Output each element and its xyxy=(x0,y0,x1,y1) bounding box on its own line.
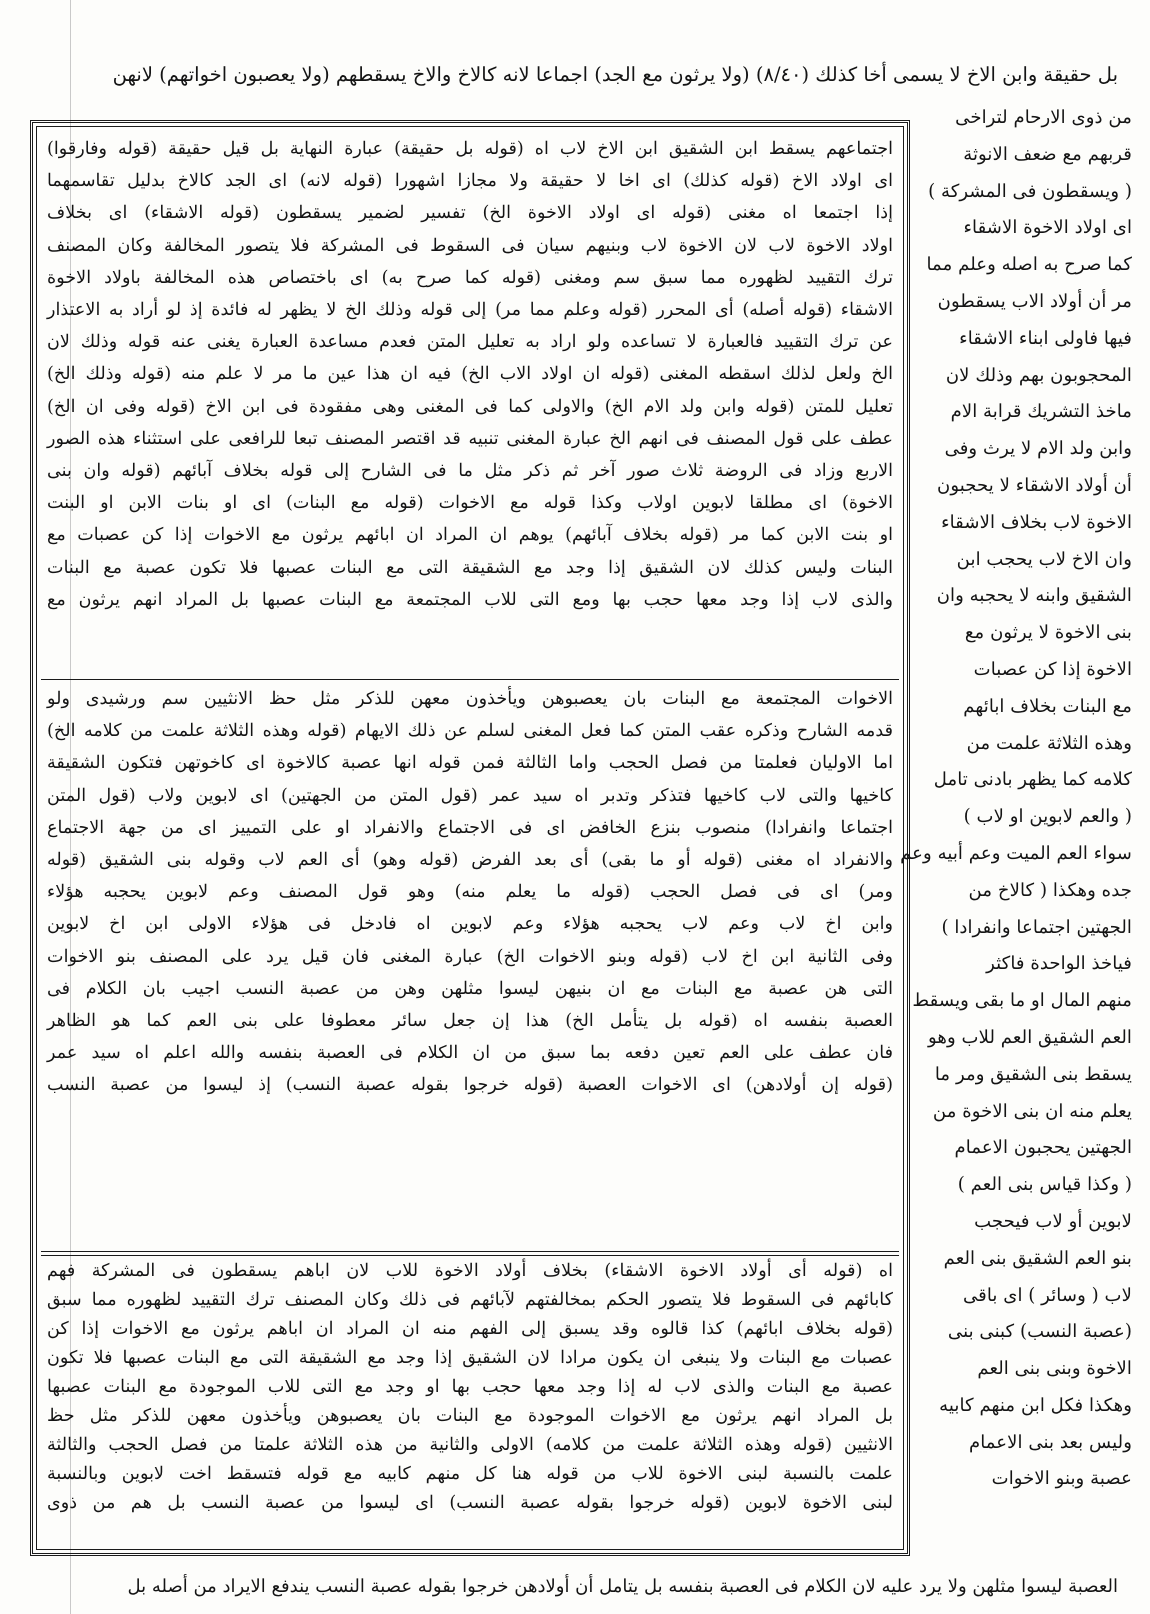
commentary-section-3 xyxy=(47,1257,893,1551)
commentary-line: اولاد الاخوة لاب لان الاخوة لاب وبنيهم سيان فى السقوط فى المشركة فلا يتصور المخالفة وكان المصنف xyxy=(47,235,893,256)
commentary-line: (قوله بخلاف ابائهم) كذا قالوه وقد يسبق إلى الفهم منه ان المراد ان اباهم يرثون مع الاخوات إذا كن xyxy=(47,1319,893,1339)
main-text-line: لاب ( وسائر ) اى باقى xyxy=(963,1284,1132,1306)
main-text-line: وهكذا فكل ابن منهم كابيه xyxy=(939,1394,1132,1416)
commentary-line: قدمه الشارح وذكره عقب المتن كما فعل المغنى لسلم عن ذلك الايهام (قوله وهذه الثلاثة علمت من كلامه الخ) xyxy=(47,721,893,742)
commentary-line: اجتماعهم يسقط ابن الشقيق ابن الاخ لاب اه (قوله بل حقيقة) عبارة النهاية بل قيل حقيقة (قوله وفارقوا) xyxy=(47,139,893,159)
commentary-line: كابائهم فى السقوط فلا يتصور الحكم بمخالفتهم لآبائهم فى ذلك وكان المصنف ترك التقييد لظهوره مما سبق xyxy=(47,1290,893,1310)
main-text-line: جده وهكذا ( كالاخ من xyxy=(968,879,1132,901)
main-text-line: سواء العم الميت وعم أبيه وعم xyxy=(900,842,1132,864)
commentary-line: التى هن عصبة مع البنات مع ان بنيهن ليسوا مثلهن وهن من عصبة النسب اجيب بان الكلام فى xyxy=(47,978,893,999)
main-text-line: اى اولاد الاخوة الاشقاء xyxy=(963,217,1132,239)
main-text-line: منهم المال او ما بقى ويسقط xyxy=(912,990,1132,1012)
commentary-line: او بنت الابن كما مر (قوله بخلاف آبائهم) يوهم ان المراد ان ابائهم يرثون مع الاخوات إذا كن عصبات مع xyxy=(47,525,893,546)
main-text-line: المحجوبون بهم وذلك لان xyxy=(945,364,1132,386)
main-text-line: ( ويسقطون فى المشركة ) xyxy=(928,180,1132,202)
main-text-line: ماخذ التشريك قرابة الام xyxy=(950,401,1132,423)
main-text-line: عصبة وبنو الاخوات xyxy=(991,1468,1132,1490)
commentary-line: تعليل للمتن (قوله وابن ولد الام الخ) والاولى كما فى المغنى وهى مفقودة فى ابن الاخ (قوله وفى ان الخ) xyxy=(47,396,893,417)
main-text-line: الاخوة وبنى بنى العم xyxy=(977,1358,1132,1380)
main-text-line: مع البنات بخلاف ابائهم xyxy=(963,695,1132,717)
commentary-line: والذى لاب إذا وجد معها حجب بها ومع التى للاب المجتمعة مع البنات عصبها بل المراد انهم يرثون مع xyxy=(47,589,893,610)
main-text-line: كما صرح به اصله وعلم مما xyxy=(926,254,1132,276)
main-text-line: الجهتين يحجبون الاعمام xyxy=(954,1137,1132,1159)
commentary-line: لبنى الاخوة لابوين (قوله خرجوا بقوله عصبة النسب) اى ليسوا من عصبة النسب بل هم من ذوى xyxy=(47,1493,893,1513)
commentary-section-1 xyxy=(47,133,893,681)
commentary-line: والانفراد اه مغنى (قوله أو ما بقى) أى بعد الفرض (قوله وهو) أى العم لاب وقوله بنى الشقيق (قوله xyxy=(47,850,893,871)
main-text-line: بنى الاخوة لا يرثون مع xyxy=(964,622,1132,644)
main-text-line: مر أن أولاد الاب يسقطون xyxy=(937,290,1132,312)
commentary-line: اجتماعا وانفرادا) منصوب بنزع الخافض اى فى الاجتماع والانفراد او على التمييز اى من جهة الاجتماع xyxy=(47,817,893,838)
commentary-line: الاخوة) اى مطلقا لابوين اولاب وكذا قوله مع الاخوات (قوله مع البنات) اى او بنات الابن او البنت xyxy=(47,493,893,514)
main-text-line: من ذوى الارحام لتراخى xyxy=(955,107,1132,128)
footer-text-line: العصبة ليسوا مثلهن ولا يرد عليه لان الكلام فى العصبة بنفسه بل يتامل أن أولادهن خرجوا بقوله عصبة النسب يندفع الايراد من أصله بل xyxy=(127,1576,1118,1597)
main-text-line: وليس بعد بنى الاعمام xyxy=(968,1431,1132,1453)
commentary-line: عطف على قول المصنف فى انهم الخ عبارة المغنى تنبيه قد اقتصر المصنف تبعا للرافعى على استثناء هذه الصور xyxy=(47,428,893,449)
main-text-line: بنو العم الشقيق بنى العم xyxy=(943,1247,1132,1269)
commentary-line: ترك التقييد لظهوره مما سبق سم ومغنى (قوله كما صرح به) اى باختصاص هذه المخالفة باولاد الاخوة xyxy=(47,267,893,288)
main-text-line: الاخوة إذا كن عصبات xyxy=(973,658,1132,680)
commentary-line: ومر) اى فى فصل الحجب (قوله ما يعلم منه) وهو قول المصنف وعم لابوين يحجبه هؤلاء xyxy=(47,882,893,903)
commentary-line: العصبة بنفسه اه (قوله بل يتأمل الخ) هذا إن جعل سائر معطوفا على بنى العم كما هو الظاهر xyxy=(47,1011,893,1032)
main-text-line: الجهتين اجتماعا وانفرادا ) xyxy=(941,916,1132,938)
main-text-line: ( وكذا قياس بنى العم ) xyxy=(957,1174,1132,1196)
commentary-line: الاشقاء (قوله أصله) أى المحرر (قوله وعلم مما مر) إلى قوله وذلك الخ لا يظهر له فائدة إذ لو أراد به الاعتذار xyxy=(47,300,893,321)
commentary-line: الخ ولعل لذلك اسقطه المغنى (قوله ان اولاد الاب الخ) فيه ان هذا عين ما مر لا علم منه (قوله وذلك الخ) xyxy=(47,364,893,385)
commentary-line: اى اولاد الاخ (قوله كذلك) اى اخا لا حقيقة ولا مجازا اشهورا (قوله لانه) اى الجد كالاخ بدليل تقاسمهما xyxy=(47,171,893,192)
main-text-line: ( والعم لابوين او لاب ) xyxy=(963,806,1132,828)
commentary-line: عصبة مع البنات والذى لاب له إذا وجد معها حجب بها او وجد مع التى للاب الموجودة مع البنات عصبها xyxy=(47,1377,893,1397)
header-text-line: بل حقيقة وابن الاخ لا يسمى أخا كذلك (٨/٤٠) (ولا يرثون مع الجد) اجماعا لانه كالاخ والاخ يسقطهم (ولا يعصبون اخواتهم) لانهن xyxy=(112,63,1118,86)
commentary-line: كاخيها والتى لاب كاخيها فتذكر وتدبر اه سيد عمر (قول المتن من الجهتين) اى لابوين ولاب (قول المتن xyxy=(47,785,893,806)
commentary-line: إذا اجتمعا اه مغنى (قوله اى اولاد الاخوة الخ) تفسير لضمير يسقطون (قوله الاشقاء) اى بخلاف xyxy=(47,203,893,224)
main-text-line: قربهم مع ضعف الانوثة xyxy=(963,143,1132,165)
commentary-line: الاخوات المجتمعة مع البنات بان يعصبوهن ويأخذون معهن للذكر مثل حظ الانثيين سم ورشيدى ولو xyxy=(47,689,893,709)
commentary-line: وفى الثانية ابن اخ لاب (قوله وبنو الاخوات الخ) عبارة المغنى فان قيل يرد على المصنف بنو الاخوات xyxy=(47,946,893,967)
commentary-line: اما الاوليان فعلمتا من فصل الحجب واما الثالثة فمن قوله انها عصبة كالاخوة اى كاخوتهن فتكون الشقيقة xyxy=(47,753,893,774)
main-text-line: فياخذ الواحدة فاكثر xyxy=(986,953,1132,975)
main-text-line: كلامه كما يظهر بادنى تامل xyxy=(933,769,1132,791)
commentary-line: الاربع وزاد فى الروضة ثلاث صور آخر ثم ذكر مثل ما فى الشارح إلى قوله بخلاف آبائهم (قوله وان بنى xyxy=(47,461,893,482)
commentary-section-2 xyxy=(47,683,893,1251)
commentary-box-inner xyxy=(36,126,904,1550)
commentary-line: الانثيين (قوله وهذه الثلاثة علمت من كلامه) الاولى والثانية من هذه الثلاثة علمتا من فصل الحجب والثالثة xyxy=(47,1435,893,1455)
commentary-line: بل المراد انهم يرثون مع الاخوات الموجودة مع البنات بان يعصبوهن ويأخذون معهن للذكر مثل حظ xyxy=(47,1406,893,1426)
section-divider-double xyxy=(41,1251,899,1256)
main-text-line: لابوين أو لاب فيحجب xyxy=(974,1210,1132,1232)
commentary-line: وابن اخ لاب وعم لاب يحجبه هؤلاء وعم لابوين اه فادخل فى هؤلاء الاولى ابن اخ لابوين xyxy=(47,914,893,935)
main-text-line: فيها فاولى ابناء الاشقاء xyxy=(959,327,1132,349)
page-footer xyxy=(72,1572,1118,1606)
commentary-line: عن ترك التقييد فالعبارة لا تساعده ولو اراد به تعليل المتن فعدم مساعدة العبارة يغنى عنه قوله وذلك لان xyxy=(47,332,893,353)
commentary-line: البنات وليس كذلك لان الشقيق إذا وجد مع الشقيقة التى مع البنات عصبها فلا تكون عصبة مع البنات xyxy=(47,557,893,578)
main-text-line: الشقيق وابنه لا يحجبه وان xyxy=(936,585,1132,607)
commentary-box xyxy=(30,120,910,1556)
commentary-line: عصبات مع البنات ولا ينبغى ان يكون مرادا لان الشقيق إذا وجد مع الشقيقة التى مع البنات عصبها فلا تكون xyxy=(47,1348,893,1368)
main-text-line: العم الشقيق العم للاب وهو xyxy=(927,1026,1132,1048)
main-text-line: (عصبة النسب) كبنى بنى xyxy=(947,1321,1132,1343)
commentary-line: اه (قوله أى أولاد الاخوة الاشقاء) بخلاف أولاد الاخوة للاب لان اباهم يسقطون فى المشركة فهم xyxy=(47,1261,893,1281)
main-text-line: وهذه الثلاثة علمت من xyxy=(966,732,1132,754)
commentary-line: فان عطف على العم تعين دفعه بما سبق من ان الكلام فى العصبة بنفسه والله اعلم اه سيد عمر xyxy=(47,1043,893,1064)
main-text-line: يعلم منه ان بنى الاخوة من xyxy=(932,1100,1132,1122)
main-text-column xyxy=(900,100,1132,1560)
commentary-line: علمت بالنسبة لبنى الاخوة للاب من قوله هنا كل منهم كابيه مع قوله فتسقط اخت لابوين وبالنسبة xyxy=(47,1464,893,1484)
main-text-line: الاخوة لاب بخلاف الاشقاء xyxy=(941,511,1132,533)
main-text-line: يسقط بنى الشقيق ومر ما xyxy=(934,1063,1132,1085)
main-text-line: وابن ولد الام لا يرث وفى xyxy=(944,438,1132,460)
commentary-line: (قوله إن أولادهن) اى الاخوات العصبة (قوله خرجوا بقوله عصبة النسب) إذ ليسوا من عصبة النسب xyxy=(47,1075,893,1096)
page-header xyxy=(72,58,1118,94)
main-text-line: وان الاخ لاب يحجب ابن xyxy=(956,548,1132,570)
section-divider xyxy=(41,679,899,680)
main-text-line: أن أولاد الاشقاء لا يحجبون xyxy=(937,474,1132,496)
